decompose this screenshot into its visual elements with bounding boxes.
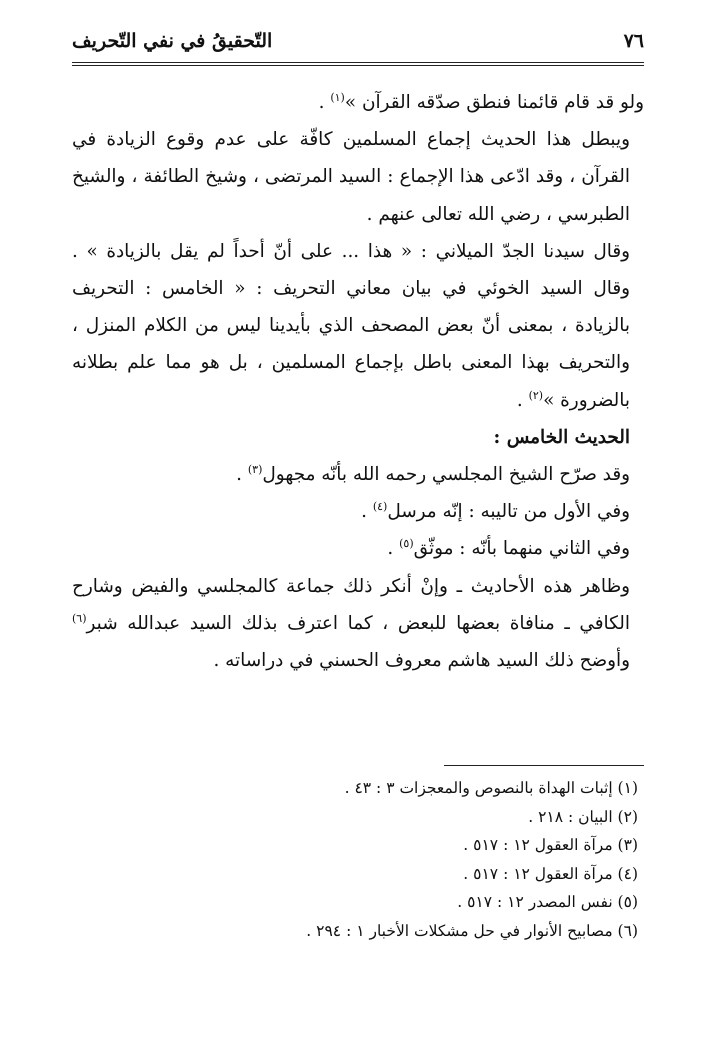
page-number: ٧٦ [623, 30, 644, 52]
header-rule [72, 62, 644, 66]
line-1 [72, 456, 644, 493]
paragraph-2: ويبطل هذا الحديث إجماع المسلمين كافّة على عدم وقوع الزيادة في القرآن ، وقد ادّعى هذا الإجماع : السيد المرتضى ، وشيخ الطائفة ، والشيخ الطبرسي ، رضي الله تعالى عنهم . [72, 129, 630, 225]
line-1-end: . [236, 464, 242, 486]
section-heading: الحديث الخامس : [493, 426, 630, 448]
footnote-ref-3: (٣) [247, 462, 263, 476]
paragraph-1-end: . [318, 92, 325, 113]
footnote-ref-2: (٢) [528, 388, 544, 402]
line-3-text: وفي الثاني منهما بأنّه : موثّق [413, 538, 630, 560]
page-header [72, 26, 644, 60]
main-text [72, 84, 644, 679]
footnotes [72, 774, 644, 946]
line-2-end: . [361, 501, 367, 523]
footnote-6: (٦) مصابيح الأنوار في حل مشكلات الأخبار ١ : ٢٩٤ . [306, 921, 638, 940]
paragraph-4-text: وظاهر هذه الأحاديث ـ وإنْ أنكر ذلك جماعة كالمجلسي والفيض وشارح الكافي ـ منافاة بعضها للبعض ، كما اعترف بذلك السيد عبدالله شبر [72, 575, 630, 634]
running-title: التّحقيقُ في نفي التّحريف [72, 30, 273, 52]
footnote-rule [444, 765, 644, 766]
footnote-ref-4: (٤) [372, 500, 388, 514]
line-3 [72, 530, 644, 567]
line-1-text: وقد صرّح الشيخ المجلسي رحمه الله بأنّه مجهول [262, 464, 630, 486]
line-2 [72, 493, 644, 530]
footnote-ref-1: (١) [330, 90, 345, 104]
footnote-3: (٣) مرآة العقول ١٢ : ٥١٧ . [463, 836, 638, 855]
paragraph-3-end: . [516, 389, 523, 411]
paragraph-3-text: وقال سيدنا الجدّ الميلاني : « هذا ... على أنّ أحداً لم يقل بالزيادة » . وقال السيد الخوئي في بيان معاني التحريف : « الخامس : التحريف بالزيادة ، بمعنى أنّ بعض المصحف الذي بأيدينا ليس من الكلام المنزل ، والتحريف بهذا المعنى باطل بإجماع المسلمين ، بل هو مما علم بطلانه بالضرورة » [72, 240, 630, 411]
paragraph-3 [72, 233, 644, 419]
footnote-4: (٤) مرآة العقول ١٢ : ٥١٧ . [463, 864, 638, 883]
footnote-2: (٢) البيان : ٢١٨ . [528, 807, 638, 826]
paragraph-1-text: ولو قد قام قائمنا فنطق صدّقه القرآن » [344, 92, 644, 113]
paragraph-4 [72, 568, 644, 680]
paragraph-4-end: وأوضح ذلك السيد هاشم معروف الحسني في دراساته . [213, 650, 630, 672]
footnote-ref-6: (٦) [72, 611, 87, 625]
footnote-1: (١) إثبات الهداة بالنصوص والمعجزات ٣ : ٤٣ . [344, 779, 638, 797]
footnote-ref-5: (٥) [399, 537, 414, 551]
paragraph-1 [72, 84, 644, 121]
line-2-text: وفي الأول من تاليبه : إنّه مرسل [387, 501, 630, 523]
line-3-end: . [387, 538, 394, 560]
footnote-5: (٥) نفس المصدر ١٢ : ٥١٧ . [457, 893, 638, 912]
